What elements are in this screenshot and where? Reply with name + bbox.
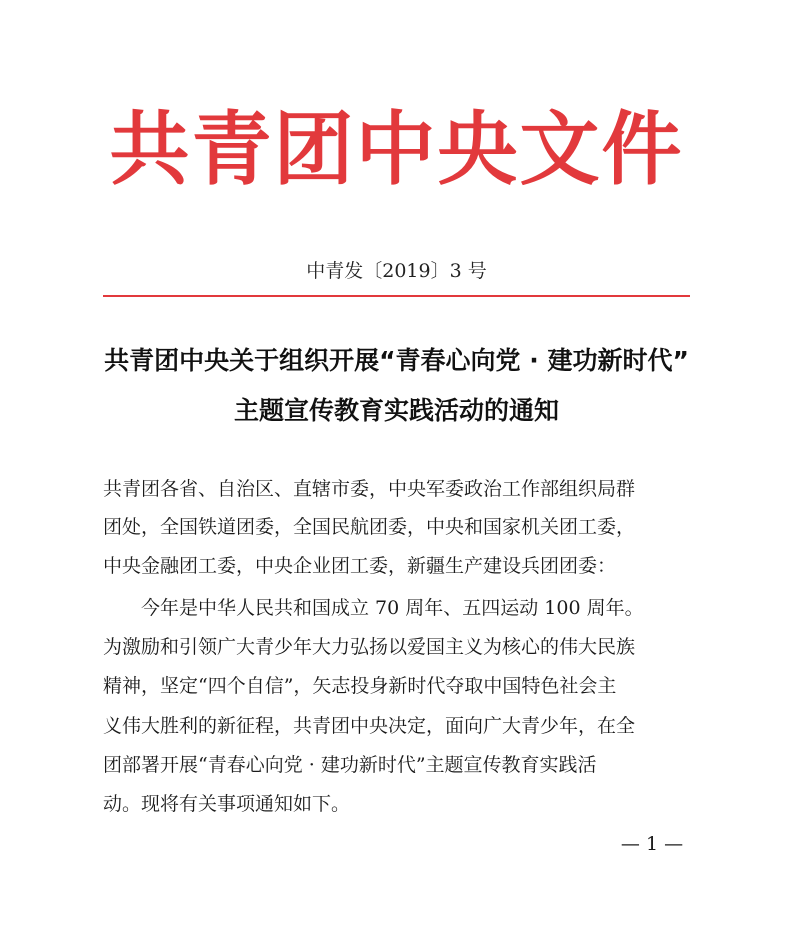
addressee-line: 中央金融团工委，中央企业团工委，新疆生产建设兵团团委： bbox=[103, 555, 617, 577]
document-title-line-2: 主题宣传教育实践活动的通知 bbox=[233, 396, 559, 425]
addressee-line: 共青团各省、自治区、直辖市委，中央军委政治工作部组织局群 bbox=[103, 478, 636, 500]
paragraph-line: 义伟大胜利的新征程，共青团中央决定，面向广大青少年，在全 bbox=[103, 715, 636, 737]
paragraph-line: 为激励和引领广大青少年大力弘扬以爱国主义为核心的伟大民族 bbox=[103, 636, 636, 658]
paragraph-line: 今年是中华人民共和国成立 70 周年、五四运动 100 周年。 bbox=[141, 597, 644, 619]
page-number: — 1 — bbox=[620, 833, 684, 855]
paragraph-line: 团部署开展“青春心向党 · 建功新时代”主题宣传教育实践活 bbox=[103, 754, 597, 776]
paragraph-line: 精神，坚定“四个自信”，矢志投身新时代夺取中国特色社会主 bbox=[103, 675, 617, 697]
red-divider-line bbox=[103, 295, 690, 297]
masthead-title: 共青团中央文件 bbox=[109, 103, 684, 196]
addressee-line: 团处，全国铁道团委，全国民航团委，中央和国家机关团工委， bbox=[103, 516, 636, 538]
document-number: 中青发〔2019〕3 号 bbox=[306, 260, 487, 282]
paragraph-line: 动。现将有关事项通知如下。 bbox=[103, 793, 351, 815]
document-title-line-1: 共青团中央关于组织开展“青春心向党 · 建功新时代” bbox=[104, 346, 689, 375]
